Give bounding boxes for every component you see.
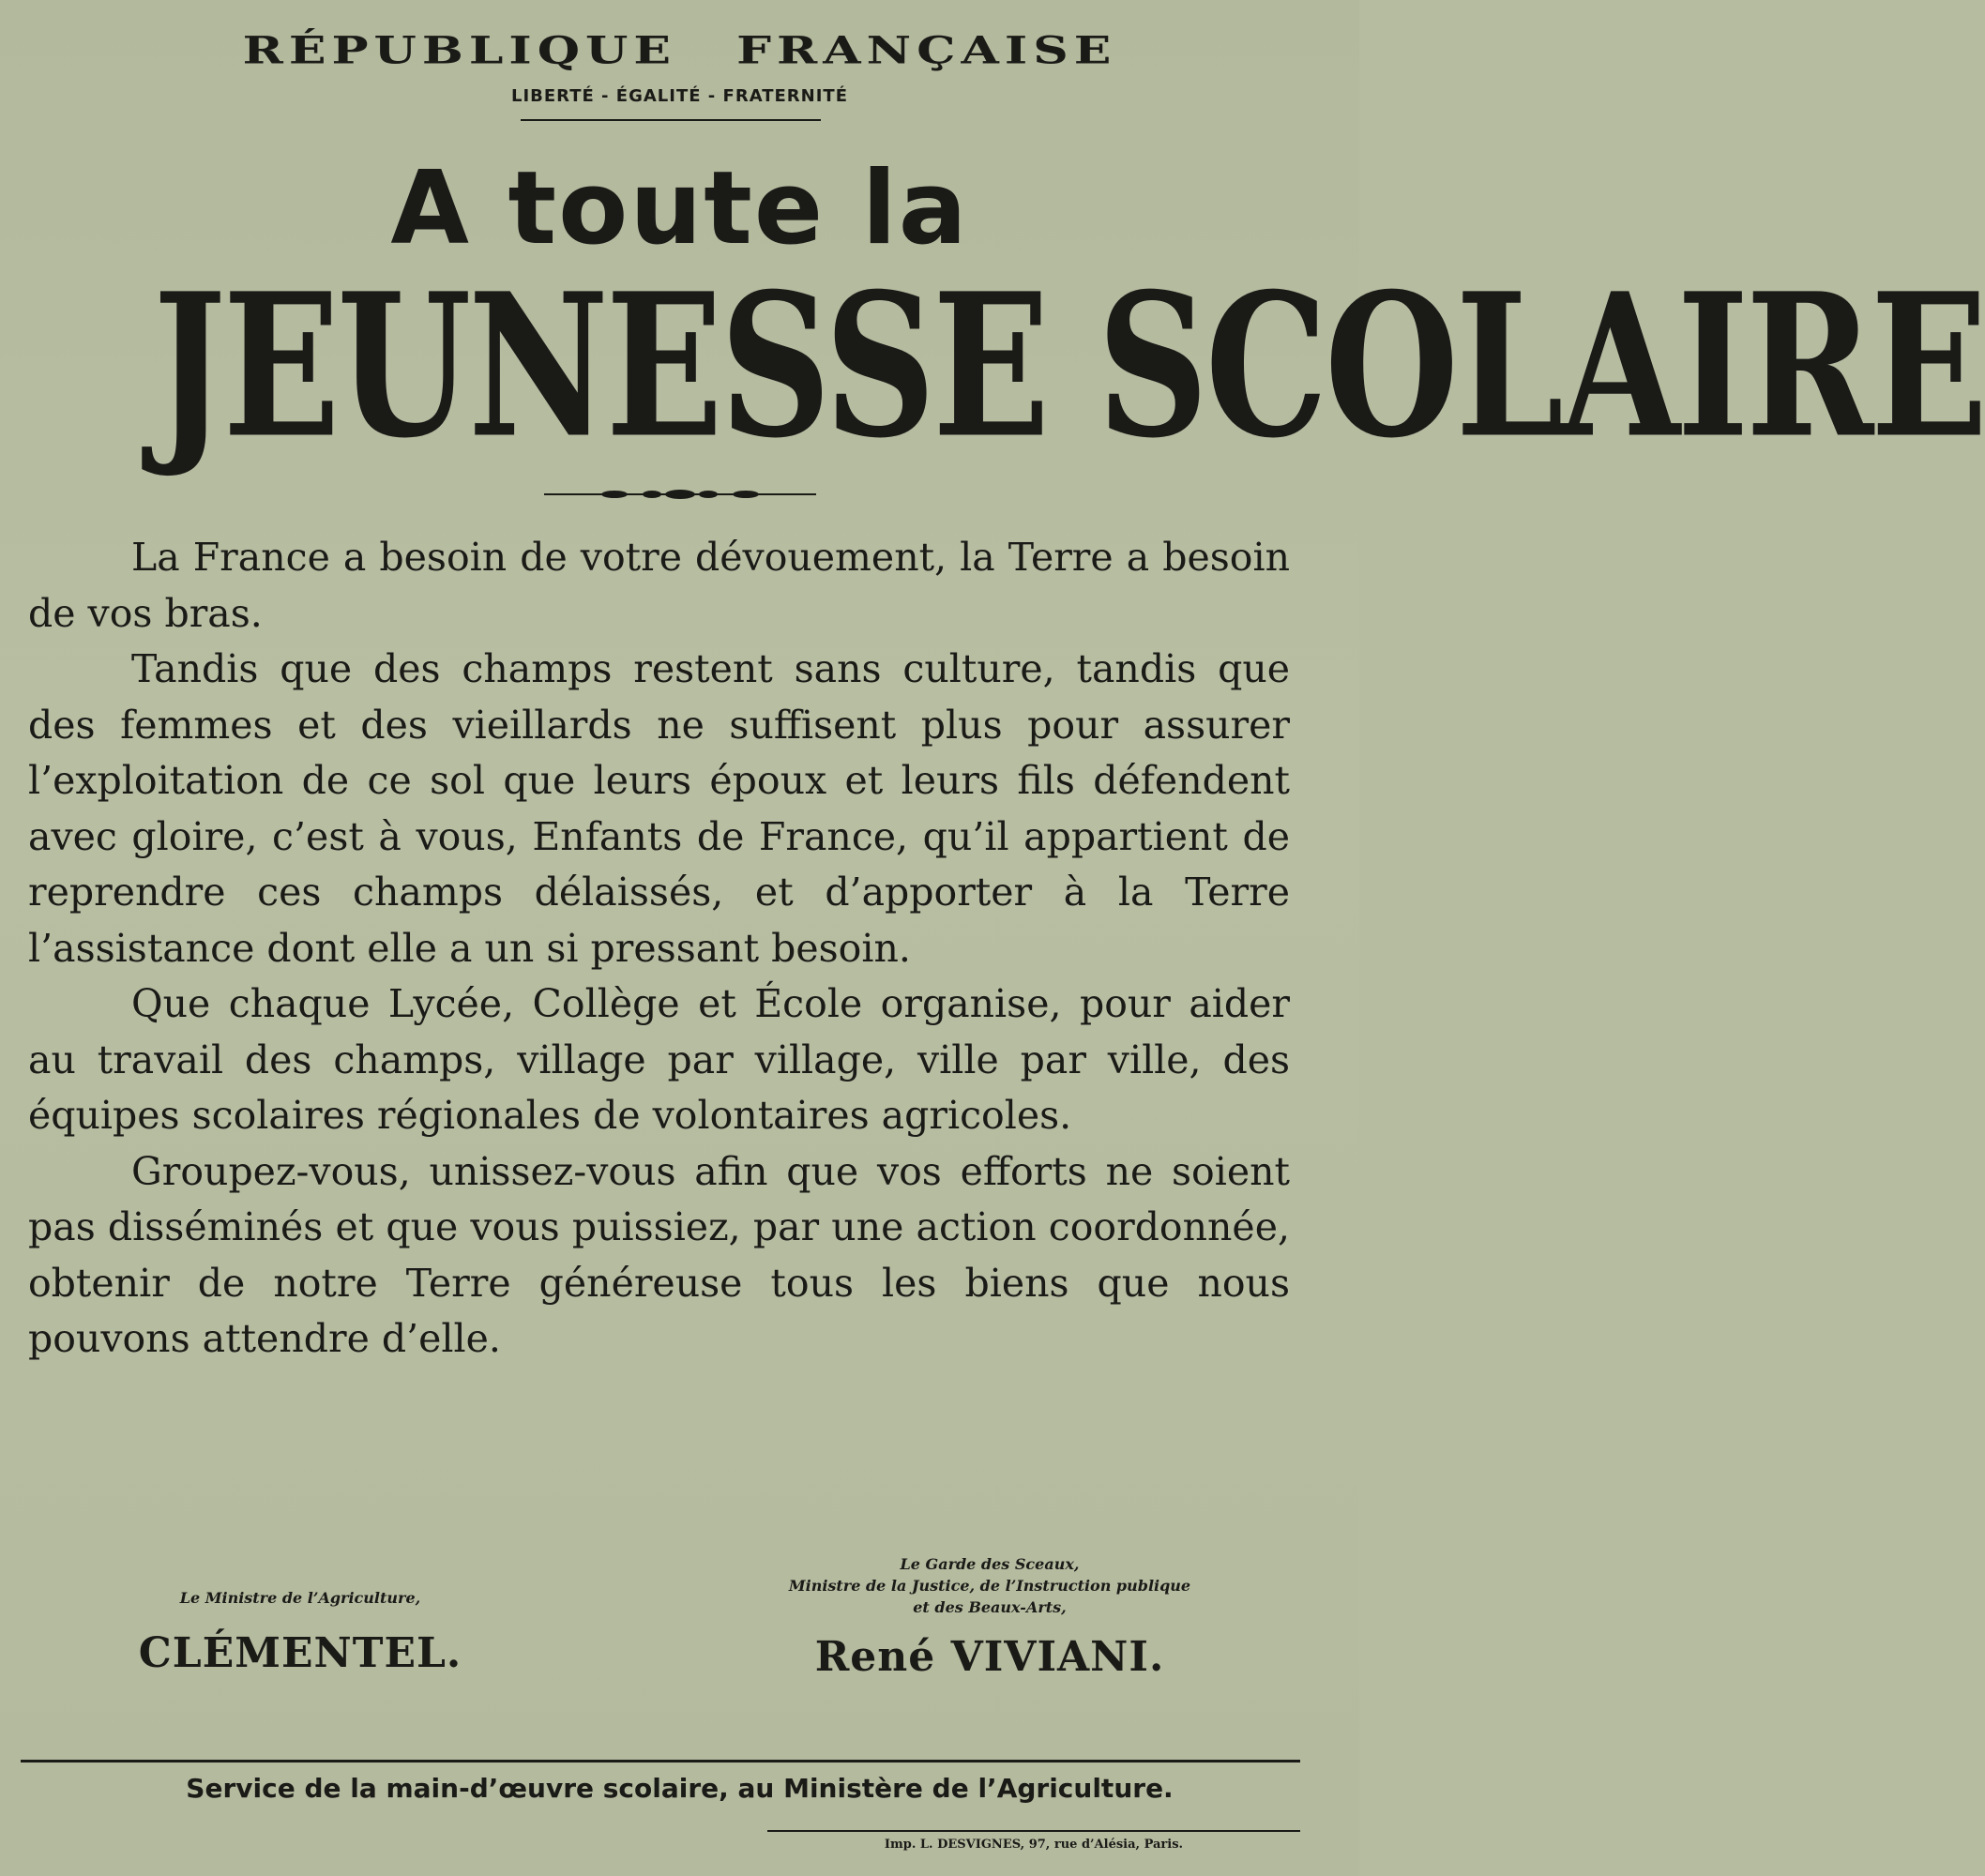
signature-role: Le Ministre de l’Agriculture, [179,1589,421,1607]
paragraph: Que chaque Lycée, Collège et École organise, pour aider au travail des champs, village par village, ville par ville, des équipes scolaires régionales de volontaires agricoles. [28,981,1290,1138]
paragraph: La France a besoin de votre dévouement, la Terre a besoin de vos bras. [28,535,1290,636]
ornament-divider [544,488,816,501]
signature-role-line1: Le Garde des Sceaux, [900,1555,1080,1573]
motto-divider [521,119,821,121]
body-text [28,530,1290,1368]
footer-divider [21,1760,1300,1763]
republic-heading: RÉPUBLIQUE FRANÇAISE [242,28,1117,73]
printer-divider [767,1830,1300,1832]
signature-name: CLÉMENTEL. [138,1629,462,1677]
signature-justice [779,1553,1201,1681]
footer-service: Service de la main-d’œuvre scolaire, au Ministère de l’Agriculture. [186,1773,1174,1804]
printer-imprint: Imp. L. DESVIGNES, 97, rue d’Alésia, Paris. [884,1838,1184,1852]
signature-role-line2: Ministre de la Justice, de l’Instruction publique [788,1577,1191,1595]
headline: A toute la [390,150,969,267]
signature-name: René VIVIANI. [814,1633,1165,1681]
motto: LIBERTÉ - ÉGALITÉ - FRATERNITÉ [510,86,849,106]
paragraph: Groupez-vous, unissez-vous afin que vos efforts ne soient pas disséminés et que vous puissiez, par une action coordonnée, obtenir de notre Terre généreuse tous les biens que nous pouvons attendre d’elle. [28,1148,1290,1361]
paragraph: Tandis que des champs restent sans culture, tandis que des femmes et des vieillards ne suffisent plus pour assurer l’exploitation de ce sol que leurs époux et leurs fils défendent avec gloire, c’est à vous, Enfants de France, qu’il appartient de reprendre ces champs délaissés, et d’apporter à la Terre l’assistance dont elle a un si pressant besoin. [28,646,1290,971]
signature-agriculture [113,1587,488,1677]
main-title: JEUNESSE SCOLAIRE [153,250,1985,482]
signature-role-line3: et des Beaux-Arts, [913,1598,1067,1616]
